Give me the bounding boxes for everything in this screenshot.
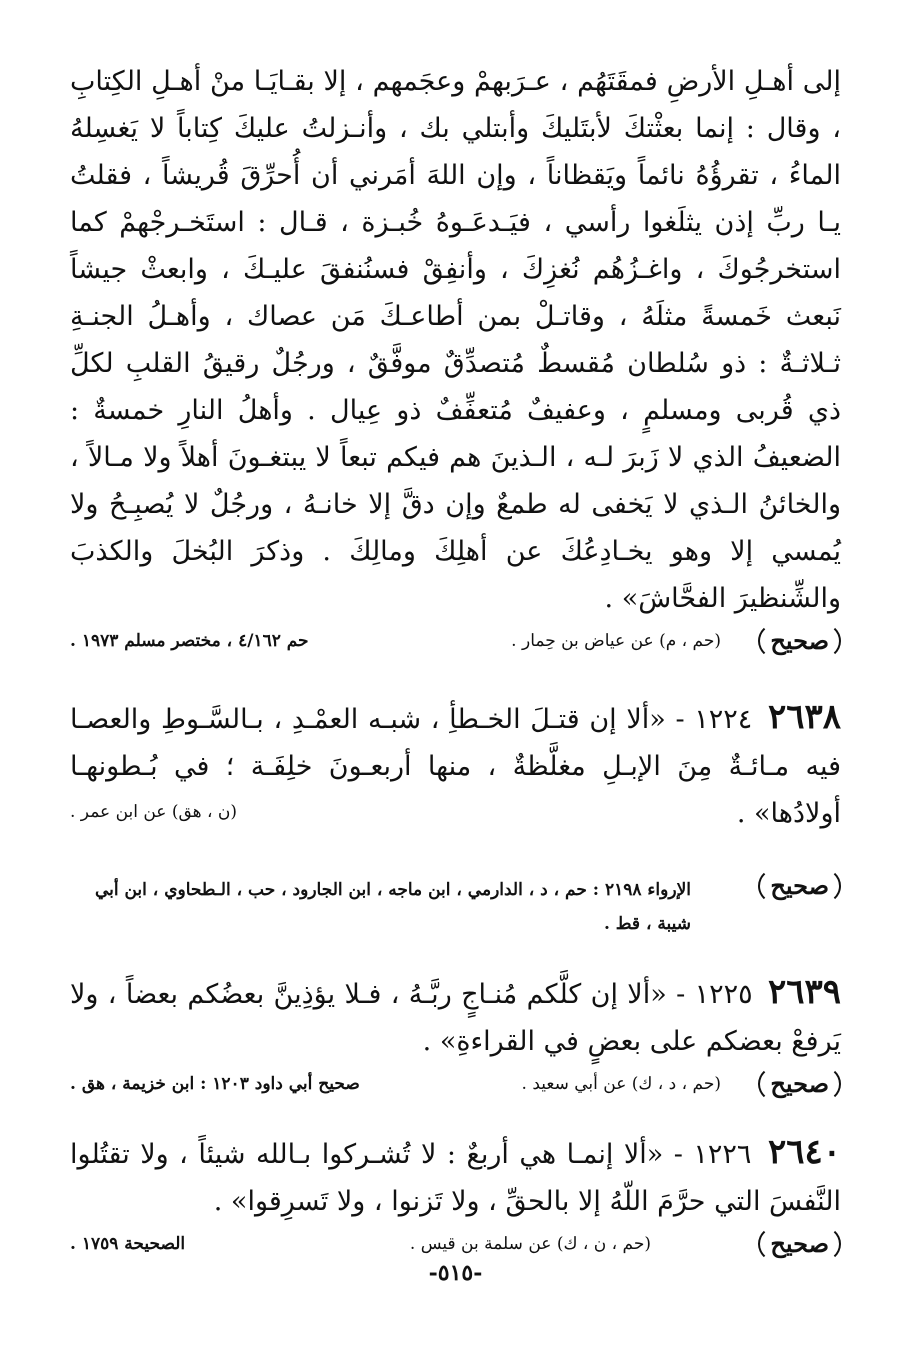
- hadith-text: «ألا إن قتـلَ الخـطأِ ، شبـه العمْـدِ ، بـالسَّـوطِ والعصـا فيه مـائـةٌ مِنَ الإبـلِ مغلَّظةٌ ، منها أربعـونَ خلِفَـة ؛ في بُـطونهـا أولادُها» .: [70, 704, 841, 829]
- hadith-text: «ألا إن كلَّكم مُنـاجٍ ربَّـهُ ، فـلا يؤذِينَّ بعضُكم بعضاً ، ولا يَرفعْ بعضكم على بعضٍ في القراءةِ» .: [70, 979, 841, 1057]
- source-row-2638: [70, 802, 841, 867]
- hadith-entry-2639: ٢٦٣٩ ١٢٢٥ - «ألا إن كلَّكم مُنـاجٍ ربَّـهُ ، فـلا يؤذِينَّ بعضُكم بعضاً ، ولا يَرفعْ بعضكم على بعضٍ في القراءةِ» .: [70, 972, 841, 1057]
- hadith-entry-2640: ٢٦٤٠ ١٢٢٦ - «ألا إنمـا هي أربعٌ : لا تُشـركوا بـالله شيئاً ، ولا تقتُلوا النَّفسَ التي حرَّمَ اللّهُ إلا بالحقِّ ، ولا تَزنوا ، ولا تَسرِقوا» .: [70, 1132, 841, 1217]
- hadith-subnumber: ١٢٢٤: [694, 704, 753, 735]
- hadith-subnumber: ١٢٢٥: [694, 979, 753, 1010]
- narrator-source: (حم ، ن ، ك) عن سلمة بن قيس .: [409, 1234, 651, 1254]
- narrator-source: (حم ، د ، ك) عن أبي سعيد .: [521, 1074, 721, 1094]
- grade-row-1: [70, 622, 841, 664]
- grade-row-2638: [70, 867, 841, 951]
- hadith-number: ٢٦٤٠: [767, 1132, 841, 1172]
- grade-badge: صحيح: [758, 1065, 841, 1103]
- grade-badge: صحيح: [758, 622, 841, 660]
- reference-list: الصحيحة ١٧٥٩ .: [70, 1234, 186, 1254]
- grade-row-2639: [70, 1065, 841, 1107]
- narrator-source: (ن ، هق) عن ابن عمر .: [70, 802, 238, 822]
- reference-list: حم ٤/١٦٢ ، مختصر مسلم ١٩٧٣ .: [70, 631, 309, 651]
- hadith-text: «ألا إنمـا هي أربعٌ : لا تُشـركوا بـالله شيئاً ، ولا تقتُلوا النَّفسَ التي حرَّمَ اللّهُ إلا بالحقِّ ، ولا تَزنوا ، ولا تَسرِقوا» .: [70, 1139, 841, 1217]
- grade-badge: صحيح: [758, 867, 841, 905]
- page-body: [70, 58, 841, 1267]
- reference-list: الإرواء ٢١٩٨ : حم ، د ، الدارمي ، ابن ماجه ، ابن الجارود ، حب ، الـطحاوي ، ابن أبي شيبة ، قط .: [94, 880, 691, 934]
- grade-badge: صحيح: [758, 1225, 841, 1263]
- reference-list: صحيح أبي داود ١٢٠٣ : ابن خزيمة ، هق .: [70, 1074, 360, 1094]
- page-number: -٥١٥-: [428, 1260, 483, 1286]
- hadith-number: ٢٦٣٨: [767, 697, 841, 737]
- hadith-subnumber: ١٢٢٦: [693, 1139, 752, 1170]
- hadith-number: ٢٦٣٩: [767, 972, 841, 1012]
- hadith-entry-2638: ٢٦٣٨ ١٢٢٤ - «ألا إن قتـلَ الخـطأِ ، شبـه العمْـدِ ، بـالسَّـوطِ والعصـا فيه مـائـةٌ مِنَ الإبـلِ مغلَّظةٌ ، منها أربعـونَ خلِفَـة ؛ في بُـطونهـا أولادُها» .: [70, 697, 841, 829]
- narrator-source: (حم ، م) عن عياض بن حِمار .: [511, 631, 721, 651]
- hadith-continuation-text: إلى أهـلِ الأرضِ فمقَتَهُم ، عـرَبهمْ وعجَمهم ، إلا بقـايَـا منْ أهـلِ الكِتابِ ، وقال : إنما بعثْتكَ لأبتَليكَ وأبتلي بك ، وأنـزلتُ عليكَ كِتاباً لا يَغسِلهُ الماءُ ، تقرؤُهُ نائماً ويَقظاناً ، وإن اللهَ أمَرني أن أُحرِّقَ قُريشاً ، فقلتُ يـا ربِّ إذن يثلَغوا رأسي ، فيَـدعَـوهُ خُبـزة ، قـال : استَخـرجْهمْ كما استخرجُوكَ ، واغـزُهُم نُغزِكَ ، وأنفِقْ فسنُنفقَ عليـكَ ، وابعثْ جيشاً نَبعث خَمسةً مثلَهُ ، وقاتـلْ بمن أطاعـكَ مَن عصاك ، وأهـلُ الجنـةِ ثـلاثـةٌ : ذو سُلطان مُقسطٌ مُتصدِّقٌ موفَّقٌ ، ورجُلٌ رقيقُ القلبِ لكلِّ ذي قُربى ومسلمٍ ، وعفيفٌ مُتعفِّفٌ ذو عِيال . وأهلُ النارِ خمسةٌ : الضعيفُ الذي لا زَبرَ لـه ، الـذينَ هم فيكم تبعاً لا يبتغـونَ أهلاً ولا مـالاً ، والخائنُ الـذي لا يَخفى له طمعٌ وإن دقَّ إلا خانـهُ ، ورجُلٌ لا يُصبِـحُ ولا يُمسي إلا وهو يخـادِعُكَ عن أهلِكَ ومالِكَ . وذكرَ البُخلَ والكذبَ والشِّنظيرَ الفحَّاشَ» .: [70, 66, 841, 614]
